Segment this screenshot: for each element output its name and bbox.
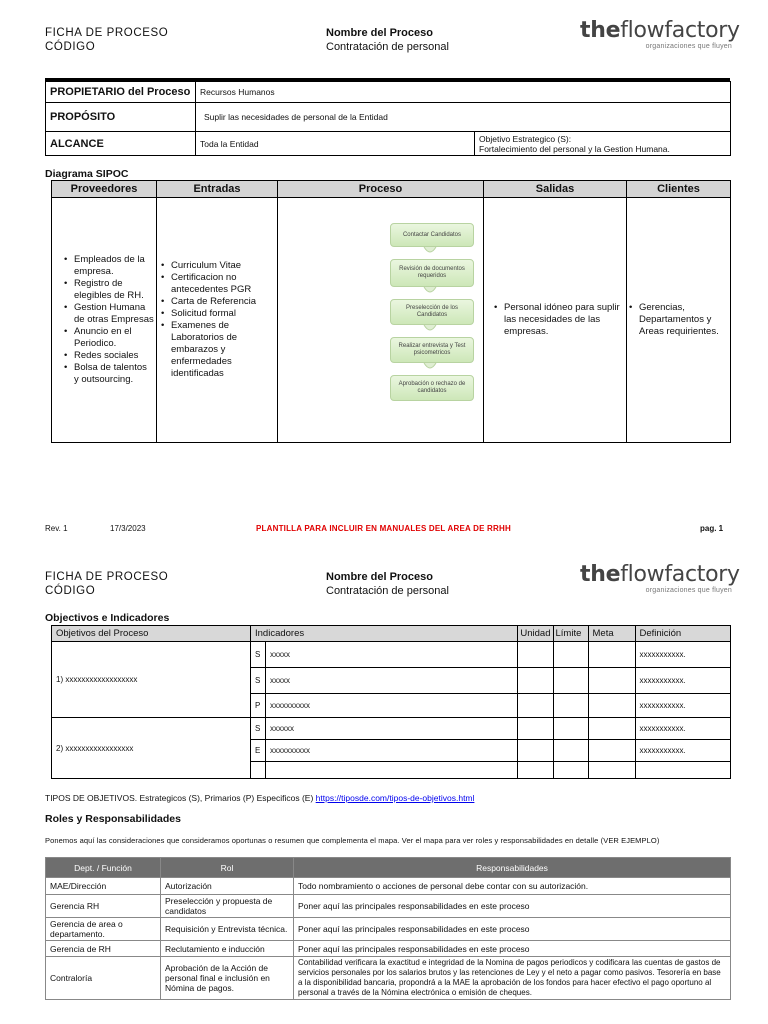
alcance-label: ALCANCE xyxy=(46,132,196,156)
obj-header-meta: Meta xyxy=(588,626,635,642)
codigo-label: CÓDIGO xyxy=(45,41,96,53)
obj-header-indicadores: Indicadores xyxy=(251,626,518,642)
objetivo-estrategico xyxy=(475,132,731,156)
role-rol: Aprobación de la Acción de personal final e inclusión en Nómina de pagos. xyxy=(161,957,294,1000)
definicion: xxxxxxxxxxx. xyxy=(635,740,731,762)
obj-header-limite: Límite xyxy=(553,626,588,642)
limite-cell xyxy=(553,668,588,694)
role-dept: Gerencia RH xyxy=(46,895,161,918)
obj-header-unidad: Unidad xyxy=(518,626,553,642)
limite-cell xyxy=(553,762,588,779)
logo-flow: flow xyxy=(620,18,665,43)
process-step-4: Realizar entrevista y Test psicometricos xyxy=(390,337,474,363)
nombre-value: Contratación de personal xyxy=(326,41,449,53)
definicion xyxy=(635,762,731,779)
list-item: • Examenes de Laboratorios de embarazos y enfermedades identificadas xyxy=(171,320,273,380)
limite-cell xyxy=(553,694,588,718)
list-item: • Solicitud formal xyxy=(171,308,273,320)
objetivo-1: 1) xxxxxxxxxxxxxxxxxx xyxy=(52,642,251,718)
definicion: xxxxxxxxxxx. xyxy=(635,694,731,718)
list-item: • Bolsa de talentos y outsourcing. xyxy=(74,362,154,386)
role-resp: Poner aquí las principales responsabilidades en este proceso xyxy=(294,918,731,941)
logo-the: the xyxy=(580,18,621,43)
process-step-2: Revisión de documentos requeridos xyxy=(390,259,474,287)
indicador xyxy=(266,762,518,779)
footer-date: 17/3/2023 xyxy=(110,524,146,533)
footer-page: pag. 1 xyxy=(700,524,724,533)
footer-template-note: PLANTILLA PARA INCLUIR EN MANUALES DEL AREA DE RRHH xyxy=(256,524,511,533)
nombre-label: Nombre del Proceso xyxy=(326,571,433,583)
sipoc-proceso-cell xyxy=(278,198,484,443)
list-item: • Gestion Humana de otras Empresas xyxy=(74,302,154,326)
meta-cell xyxy=(588,718,635,740)
indicador-tipo xyxy=(251,762,266,779)
arrow-down-icon xyxy=(421,247,439,259)
sipoc-entradas-cell xyxy=(157,198,278,443)
limite-cell xyxy=(553,718,588,740)
roles-title: Roles y Responsabilidades xyxy=(45,813,181,825)
indicador-tipo: S xyxy=(251,642,266,668)
logo-tagline: organizaciones que fluyen xyxy=(645,587,732,594)
arrow-down-icon xyxy=(421,287,439,299)
indicador-tipo: E xyxy=(251,740,266,762)
definicion: xxxxxxxxxxx. xyxy=(635,642,731,668)
indicador: xxxxx xyxy=(266,642,518,668)
sipoc-table xyxy=(51,180,731,443)
header-nombre-2 xyxy=(326,570,449,598)
propietario-label: PROPIETARIO del Proceso xyxy=(46,82,196,103)
objetivos-table xyxy=(51,625,731,779)
sipoc-header-salidas: Salidas xyxy=(484,181,627,198)
obj-header-definicion: Definición xyxy=(635,626,731,642)
objetivo-2: 2) xxxxxxxxxxxxxxxxx xyxy=(52,718,251,779)
list-item: • Curriculum Vitae xyxy=(171,260,273,272)
limite-cell xyxy=(553,642,588,668)
indicador-tipo: S xyxy=(251,668,266,694)
unidad-cell xyxy=(518,642,553,668)
propietario-value: Recursos Humanos xyxy=(196,82,731,103)
unidad-cell xyxy=(518,762,553,779)
ficha-label: FICHA DE PROCESO xyxy=(45,571,169,583)
role-dept: Gerencia de RH xyxy=(46,941,161,957)
alcance-value: Toda la Entidad xyxy=(196,132,475,156)
process-step-3: Preselección de los Candidatos xyxy=(390,299,474,325)
list-item: • Anuncio en el Periodico. xyxy=(74,326,154,350)
limite-cell xyxy=(553,740,588,762)
indicador: xxxxx xyxy=(266,668,518,694)
roles-header-resp: Responsabilidades xyxy=(294,858,731,878)
definicion: xxxxxxxxxxx. xyxy=(635,668,731,694)
logo-flow: flow xyxy=(620,562,665,587)
process-flow xyxy=(278,198,483,442)
indicador: xxxxxxxxxx xyxy=(266,740,518,762)
role-resp: Contabilidad verificara la exactitud e integridad de la Nomina de pagos periodicos y codificara las cuentas de gastos de servicios personales por los salarios brutos y las retenciones de Ley y el neto a pagar como pasivos. Tesorería en base a la disponibilidad bancaria, propondrá a la MAE la aprobación de los fondos para hacer efectivo el pago oportuno al personal a través de la Nómina electrónica o emisión de cheques. xyxy=(294,957,731,1000)
meta-cell xyxy=(588,762,635,779)
sipoc-header-clientes: Clientes xyxy=(627,181,731,198)
sipoc-header-entradas: Entradas xyxy=(157,181,278,198)
roles-intro: Ponemos aquí las consideraciones que consideramos oportunas o resumen que complementa el mapa. Ver el mapa para ver roles y responsabilidades en detalle (VER EJEMPLO) xyxy=(45,836,660,845)
codigo-label: CÓDIGO xyxy=(45,585,96,597)
objetivo-line1: Objetivo Estrategico (S): xyxy=(479,133,572,144)
indicador: xxxxxx xyxy=(266,718,518,740)
list-item: • Registro de elegibles de RH. xyxy=(74,278,154,302)
role-rol: Reclutamiento e inducción xyxy=(161,941,294,957)
definicion: xxxxxxxxxxx. xyxy=(635,718,731,740)
role-resp: Todo nombramiento o acciones de personal debe contar con su autorización. xyxy=(294,878,731,895)
logo-factory: factory xyxy=(664,18,740,43)
tipos-text: TIPOS DE OBJETIVOS. Estrategicos (S), Primarios (P) Especificos (E) xyxy=(45,793,314,803)
header-nombre-1 xyxy=(326,26,449,54)
meta-cell xyxy=(588,642,635,668)
process-properties-table xyxy=(45,81,731,156)
role-dept: MAE/Dirección xyxy=(46,878,161,895)
obj-header-objetivo: Objetivos del Proceso xyxy=(52,626,251,642)
unidad-cell xyxy=(518,694,553,718)
indicador: xxxxxxxxxx xyxy=(266,694,518,718)
role-resp: Poner aquí las principales responsabilidades en este proceso xyxy=(294,941,731,957)
sipoc-clientes-cell xyxy=(627,198,731,443)
list-item: • Redes sociales xyxy=(74,350,154,362)
sipoc-salidas-cell xyxy=(484,198,627,443)
role-dept: Gerencia de area o departamento. xyxy=(46,918,161,941)
role-rol: Autorización xyxy=(161,878,294,895)
unidad-cell xyxy=(518,718,553,740)
tipos-link[interactable]: https://tiposde.com/tipos-de-objetivos.html xyxy=(315,793,475,803)
list-item: • Certificacion no antecedentes PGR xyxy=(171,272,273,296)
roles-header-dept: Dept. / Función xyxy=(46,858,161,878)
ficha-label: FICHA DE PROCESO xyxy=(45,27,169,39)
logo-tagline: organizaciones que fluyen xyxy=(645,43,732,50)
logo-the: the xyxy=(580,562,621,587)
meta-cell xyxy=(588,694,635,718)
nombre-value: Contratación de personal xyxy=(326,585,449,597)
sipoc-header-proveedores: Proveedores xyxy=(52,181,157,198)
unidad-cell xyxy=(518,668,553,694)
list-item: • Carta de Referencia xyxy=(171,296,273,308)
sipoc-header-proceso: Proceso xyxy=(278,181,484,198)
sipoc-proveedores-cell xyxy=(52,198,157,443)
tipos-objetivos-note xyxy=(45,793,474,803)
list-item: • Personal idóneo para suplir las necesidades de las empresas. xyxy=(504,302,624,338)
header-ficha-1 xyxy=(45,26,168,54)
footer-rev: Rev. 1 xyxy=(45,524,68,533)
logo-factory: factory xyxy=(664,562,740,587)
objetivos-title: Objectivos e Indicadores xyxy=(45,612,170,624)
proposito-value: Suplir las necesidades de personal de la Entidad xyxy=(196,103,731,132)
objetivo-line2: Fortalecimiento del personal y la Gestion Humana. xyxy=(479,143,670,154)
roles-table xyxy=(45,857,731,1000)
nombre-label: Nombre del Proceso xyxy=(326,27,433,39)
header-ficha-2 xyxy=(45,570,168,598)
list-item: • Gerencias, Departamentos y Areas requirientes. xyxy=(639,302,728,338)
arrow-down-icon xyxy=(421,325,439,337)
indicador-tipo: S xyxy=(251,718,266,740)
meta-cell xyxy=(588,668,635,694)
proposito-label: PROPÓSITO xyxy=(46,103,196,132)
process-step-5: Aprobación o rechazo de candidatos xyxy=(390,375,474,401)
unidad-cell xyxy=(518,740,553,762)
logo xyxy=(580,562,740,594)
meta-cell xyxy=(588,740,635,762)
sipoc-title: Diagrama SIPOC xyxy=(45,168,129,180)
indicador-tipo: P xyxy=(251,694,266,718)
roles-header-rol: Rol xyxy=(161,858,294,878)
role-resp: Poner aquí las principales responsabilidades en este proceso xyxy=(294,895,731,918)
role-dept: Contraloría xyxy=(46,957,161,1000)
arrow-down-icon xyxy=(421,363,439,375)
role-rol: Preselección y propuesta de candidatos xyxy=(161,895,294,918)
logo xyxy=(580,18,740,50)
role-rol: Requisición y Entrevista técnica. xyxy=(161,918,294,941)
process-step-1: Contactar Candidatos xyxy=(390,223,474,247)
list-item: • Empleados de la empresa. xyxy=(74,254,154,278)
